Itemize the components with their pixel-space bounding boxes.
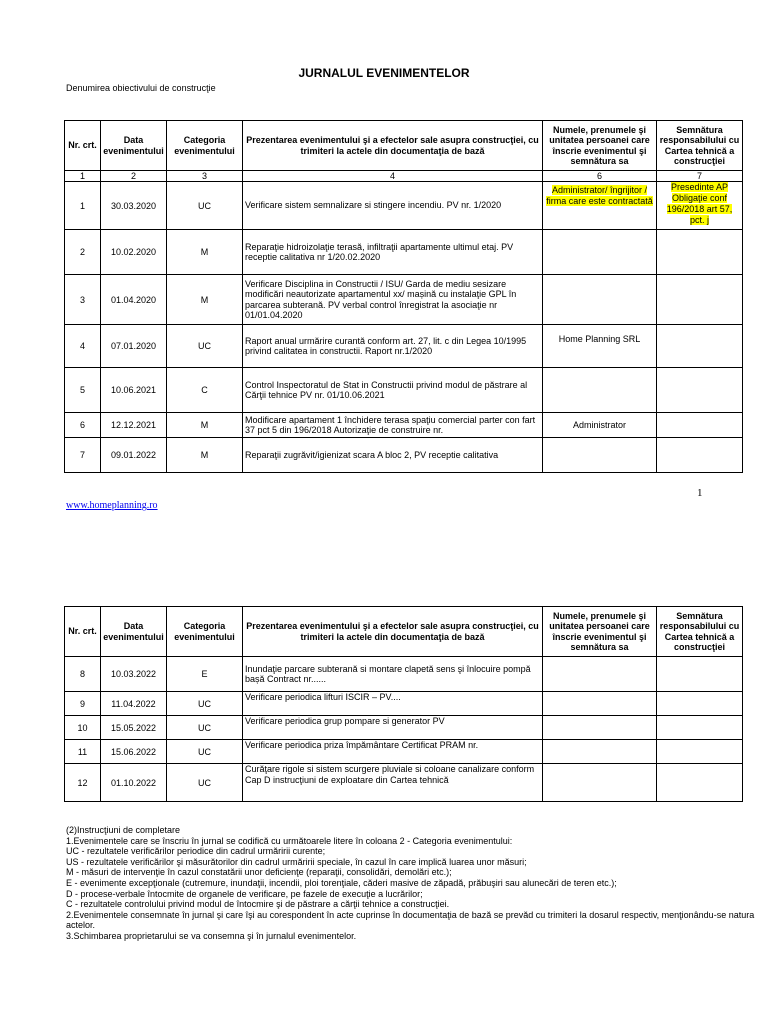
column-number: 1: [65, 171, 101, 182]
row-date: 01.10.2022: [101, 764, 167, 802]
row-description: Verificare periodica grup pompare si generator PV: [243, 716, 543, 740]
table-header-row: [65, 121, 743, 171]
row-description: Modificare apartament 1 închidere terasa spaţiu comercial parter con fart 37 pct 5 din 196/2018 Autorizaţie de construire nr.: [243, 413, 543, 438]
header-data: Data evenimentului: [101, 121, 167, 171]
instruction-line: 1.Evenimentele care se înscriu în jurnal se codifică cu următoarele litere în coloana 2 - Categoria evenimentului:: [66, 835, 513, 846]
header-nr: Nr. crt.: [65, 607, 101, 657]
row-category: M: [167, 275, 243, 325]
row-date: 15.06.2022: [101, 740, 167, 764]
row-category: M: [167, 413, 243, 438]
table-row: [65, 325, 743, 368]
row-nr: 8: [65, 657, 101, 692]
row-signature: [657, 275, 743, 325]
table-row: [65, 230, 743, 275]
row-category: M: [167, 230, 243, 275]
row-signature: [657, 182, 743, 230]
table-row: [65, 657, 743, 692]
row-description: Reparaţii zugrăvit/igienizat scara A bloc 2, PV receptie calitativa: [243, 438, 543, 473]
row-nr: 9: [65, 692, 101, 716]
instruction-line: C - rezultatele controlului privind modul de întocmire şi de păstrare a cărţii tehnice a construcţiei.: [66, 899, 450, 910]
header-semnatura: Semnătura responsabilului cu Cartea tehnică a construcţiei: [657, 121, 743, 171]
row-description: Verificare sistem semnalizare si stingere incendiu. PV nr. 1/2020: [243, 182, 543, 230]
row-nr: 6: [65, 413, 101, 438]
row-nr: 2: [65, 230, 101, 275]
column-number-row: [65, 171, 743, 182]
column-number: 7: [657, 171, 743, 182]
row-description: Control Inspectoratul de Stat in Constructii privind modul de păstrare al Cărţii tehnice PV nr. 01/10.06.2021: [243, 368, 543, 413]
row-signature: [657, 764, 743, 802]
row-nr: 3: [65, 275, 101, 325]
instruction-line: 3.Schimbarea proprietarului se va consemna şi în jurnalul evenimentelor.: [66, 930, 357, 941]
row-category: E: [167, 657, 243, 692]
table-row: [65, 716, 743, 740]
row-author: Administrator: [543, 413, 657, 438]
table-row: [65, 438, 743, 473]
column-number: 2: [101, 171, 167, 182]
row-date: 07.01.2020: [101, 325, 167, 368]
instruction-line: M - măsuri de intervenţie în cazul constatării unor deficienţe (reparaţii, consolidări, demolări etc.);: [66, 867, 452, 878]
table-row: [65, 692, 743, 716]
row-date: 30.03.2020: [101, 182, 167, 230]
instruction-line: UC - rezultatele verificărilor periodice din cadrul urmăririi curente;: [66, 846, 326, 857]
row-signature: [657, 230, 743, 275]
header-semnatura: Semnătura responsabilului cu Cartea tehnică a construcţiei: [657, 607, 743, 657]
row-description: Verificare Disciplina in Constructii / ISU/ Garda de mediu sesizare modificări neautorizate apartamentul xx/ mașină cu instalaţie GPL în parcarea subterană. PV verbal control înregistrat la asociaţie nr 01/01.04.2020: [243, 275, 543, 325]
row-category: UC: [167, 740, 243, 764]
page-number: 1: [697, 487, 703, 499]
instruction-line: E - evenimente excepţionale (cutremure, inundaţii, incendii, ploi torenţiale, căderi masive de zăpadă, prăbuşiri sau alunecări de teren etc.);: [66, 877, 617, 888]
row-author: [543, 438, 657, 473]
header-numele: Numele, prenumele şi unitatea persoanei care înscrie evenimentul şi semnătura sa: [543, 121, 657, 171]
row-date: 01.04.2020: [101, 275, 167, 325]
table-row: [65, 413, 743, 438]
table-row: [65, 740, 743, 764]
row-signature: [657, 657, 743, 692]
row-category: UC: [167, 716, 243, 740]
document-title: JURNALUL EVENIMENTELOR: [298, 66, 470, 80]
instruction-line: US - rezultatele verificărilor şi măsurătorilor din cadrul urmăririi speciale, în cazul în care implică luarea unor măsuri;: [66, 856, 527, 867]
table-row: [65, 275, 743, 325]
row-author: [543, 230, 657, 275]
header-nr: Nr. crt.: [65, 121, 101, 171]
row-nr: 4: [65, 325, 101, 368]
row-description: Raport anual urmărire curantă conform art. 27, lit. c din Legea 10/1995 privind calitatea in constructii. Raport nr.1/2020: [243, 325, 543, 368]
highlighted-author: Administrator/ îngrijitor / firma care este contractată: [546, 185, 653, 206]
row-author: [543, 692, 657, 716]
row-author: [543, 657, 657, 692]
row-category: UC: [167, 692, 243, 716]
instruction-line: 2.Evenimentele consemnate în jurnal şi care îşi au corespondent în acte cuprinse în documentaţia de bază se prevăd cu trimiteri la dosarul respectiv, menţionându-se natura actelor.: [66, 909, 755, 931]
row-date: 12.12.2021: [101, 413, 167, 438]
row-category: UC: [167, 182, 243, 230]
instruction-line: D - procese-verbale întocmite de organele de verificare, pe fazele de execuţie a lucrărilor;: [66, 888, 423, 899]
row-category: UC: [167, 325, 243, 368]
row-signature: [657, 716, 743, 740]
header-numele: Numele, prenumele şi unitatea persoanei care înscrie evenimentul şi semnătura sa: [543, 607, 657, 657]
row-description: Inundaţie parcare subterană si montare clapetă sens şi înlocuire pompă bașă Contract nr......: [243, 657, 543, 692]
row-date: 10.06.2021: [101, 368, 167, 413]
events-table-page-2: [64, 606, 743, 802]
header-categoria: Categoria evenimentului: [167, 607, 243, 657]
row-nr: 11: [65, 740, 101, 764]
row-nr: 5: [65, 368, 101, 413]
row-signature: [657, 325, 743, 368]
row-nr: 12: [65, 764, 101, 802]
column-number: 4: [243, 171, 543, 182]
row-author: Home Planning SRL: [543, 325, 657, 368]
row-author: [543, 182, 657, 230]
header-data: Data evenimentului: [101, 607, 167, 657]
row-signature: [657, 692, 743, 716]
row-signature: [657, 368, 743, 413]
row-date: 09.01.2022: [101, 438, 167, 473]
column-number: 3: [167, 171, 243, 182]
table-header-row: [65, 607, 743, 657]
row-date: 15.05.2022: [101, 716, 167, 740]
events-table-page-1: [64, 120, 743, 473]
row-signature: [657, 413, 743, 438]
row-date: 10.02.2020: [101, 230, 167, 275]
table-row: [65, 182, 743, 230]
row-description: Verificare periodica priza împământare Certificat PRAM nr.: [243, 740, 543, 764]
row-author: [543, 716, 657, 740]
table-row: [65, 368, 743, 413]
completion-instructions: [66, 825, 756, 942]
row-author: [543, 368, 657, 413]
row-description: Curăţare rigole si sistem scurgere pluviale si coloane canalizare conform Cap D instrucţiuni de exploatare din Cartea tehnică: [243, 764, 543, 802]
row-nr: 1: [65, 182, 101, 230]
row-nr: 7: [65, 438, 101, 473]
row-category: M: [167, 438, 243, 473]
row-nr: 10: [65, 716, 101, 740]
header-prezentarea: Prezentarea evenimentului şi a efectelor sale asupra construcţiei, cu trimiteri la actele din documentaţia de bază: [243, 607, 543, 657]
row-description: Reparaţie hidroizolaţie terasă, infiltraţii apartamente ultimul etaj. PV receptie calitativa nr 1/20.02.2020: [243, 230, 543, 275]
table-row: [65, 764, 743, 802]
row-author: [543, 740, 657, 764]
row-category: UC: [167, 764, 243, 802]
row-signature: [657, 740, 743, 764]
row-category: C: [167, 368, 243, 413]
website-link[interactable]: www.homeplanning.ro: [66, 500, 158, 511]
row-author: [543, 764, 657, 802]
column-number: 6: [543, 171, 657, 182]
highlighted-signature: Presedinte AP Obligaţie conf 196/2018 art 57, pct. j: [666, 182, 733, 225]
header-prezentarea: Prezentarea evenimentului şi a efectelor sale asupra construcţiei, cu trimiteri la actele din documentaţia de bază: [243, 121, 543, 171]
row-description: Verificare periodica lifturi ISCIR – PV....: [243, 692, 543, 716]
instruction-line: (2)Instrucţiuni de completare: [66, 825, 181, 835]
row-author: [543, 275, 657, 325]
row-date: 10.03.2022: [101, 657, 167, 692]
row-signature: [657, 438, 743, 473]
construction-objective-label: Denumirea obiectivului de construcţie: [66, 83, 216, 93]
row-date: 11.04.2022: [101, 692, 167, 716]
header-categoria: Categoria evenimentului: [167, 121, 243, 171]
